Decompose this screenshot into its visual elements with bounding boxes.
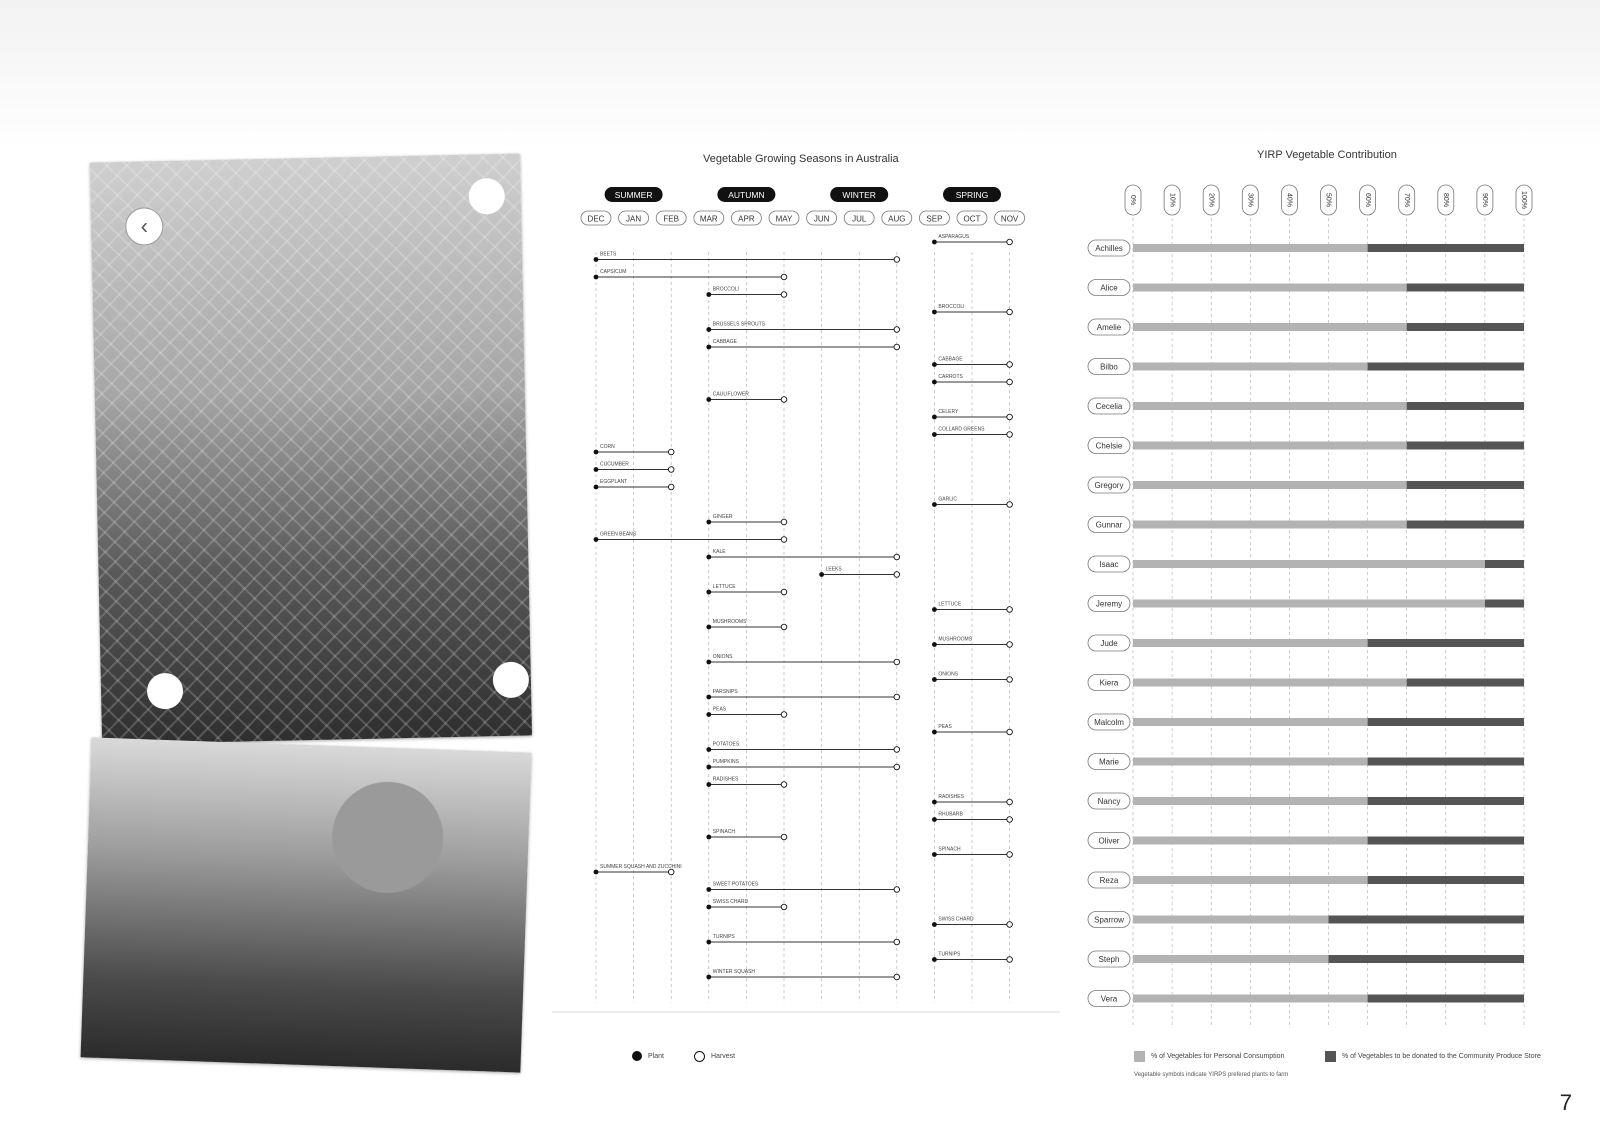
vegetable-label: CORN (600, 444, 615, 450)
vegetable-label: BRUSSELS SPROUTS (712, 321, 766, 328)
bar-personal (1133, 244, 1368, 252)
name-label: Jeremy (1095, 599, 1123, 609)
vegetable-label: SWISS CHARD (712, 899, 749, 905)
vegetable-label: BROCCOLI (938, 304, 965, 310)
tick-label: 60% (1363, 192, 1371, 208)
vegetable-label: SPINACH (938, 846, 961, 853)
bar-donated (1368, 244, 1524, 252)
bar-personal (1133, 679, 1407, 687)
season-label: SUMMER (614, 190, 653, 200)
vegetable-label: SUMMER SQUASH AND ZUCCHINI (600, 864, 682, 870)
vegetable-label: GINGER (712, 514, 733, 520)
season-label: WINTER (842, 190, 876, 200)
vegetable-label: RHUBARB (938, 811, 963, 818)
bar-personal (1133, 481, 1407, 489)
vegetable-label: SWISS CHARD (938, 916, 974, 923)
season-label: SPRING (955, 190, 989, 200)
bar-personal (1133, 718, 1368, 726)
tick-label: 40% (1285, 192, 1293, 208)
name-label: Alice (1100, 283, 1118, 293)
name-label: Jude (1100, 639, 1118, 648)
name-label: Kiera (1099, 678, 1119, 688)
legend-donated-label: % of Vegetables to be donated to the Community Produce Store (1342, 1053, 1541, 1060)
vegetable-label: MUSHROOMS (712, 619, 747, 625)
bar-donated (1368, 876, 1524, 884)
tick-label: 0% (1129, 194, 1137, 206)
name-label: Nancy (1097, 797, 1121, 806)
vegetable-label: GREEN BEANS (600, 531, 637, 538)
vegetable-label: COLLARD GREENS (938, 426, 985, 433)
vegetable-label: BROCCOLI (712, 286, 739, 293)
bar-personal (1133, 442, 1407, 450)
month-label: JUL (852, 214, 867, 224)
month-label: JUN (813, 214, 830, 224)
tick-label: 20% (1207, 192, 1215, 208)
bar-personal (1133, 363, 1368, 371)
month-label: DEC (587, 214, 605, 224)
vegetable-label: MUSHROOMS (938, 636, 973, 643)
plant-marker-icon (632, 1051, 642, 1061)
vegetable-label: ONIONS (712, 654, 733, 660)
name-label: Sparrow (1094, 915, 1124, 925)
legend-plant-label: Plant (648, 1052, 664, 1060)
bar-personal (1133, 758, 1368, 766)
vegetable-label: GARLIC (938, 496, 958, 503)
vegetable-label: ONIONS (938, 671, 959, 678)
vegetable-label: SWEET POTATOES (712, 881, 759, 888)
bar-personal (1133, 323, 1407, 331)
month-label: SEP (926, 214, 943, 224)
month-label: AUG (888, 214, 906, 224)
vegetable-label: RADISHES (938, 794, 964, 800)
bar-personal (1133, 916, 1329, 924)
bar-donated (1329, 916, 1525, 924)
donated-swatch (1325, 1051, 1336, 1062)
tick-label: 50% (1324, 192, 1332, 208)
month-label: OCT (963, 214, 981, 224)
contribution-legend-donated (1325, 1051, 1541, 1062)
name-label: Marie (1098, 757, 1120, 767)
contribution-title: YIRP Vegetable Contribution (1257, 149, 1397, 161)
vegetable-label: CAPSICUM (600, 269, 627, 275)
bar-donated (1368, 797, 1524, 805)
tick-label: 10% (1168, 192, 1176, 208)
name-label: Steph (1098, 955, 1120, 964)
page-number: 7 (1559, 1090, 1572, 1115)
name-label: Malcolm (1094, 718, 1124, 727)
vegetable-label: ASPARAGUS (938, 234, 970, 240)
vegetable-label: LETTUCE (712, 584, 736, 590)
vegetable-label: BEETS (600, 251, 617, 258)
month-label: NOV (1000, 214, 1019, 224)
bar-donated (1368, 837, 1524, 845)
personal-swatch (1134, 1051, 1145, 1062)
vegetable-label: CUCUMBER (600, 461, 629, 468)
vegetable-label: RADISHES (712, 776, 739, 783)
contribution-note: Vegetable symbols indicate YIRPS prefered plants to farm (1134, 1072, 1289, 1078)
name-label: Amelie (1096, 323, 1122, 332)
bar-donated (1485, 560, 1524, 568)
bar-personal (1133, 797, 1368, 805)
name-label: Isaac (1099, 560, 1119, 569)
vegetable-label: PARSNIPS (712, 689, 738, 695)
name-label: Oliver (1098, 836, 1120, 846)
vegetable-label: PEAS (712, 706, 727, 713)
name-label: Vera (1100, 994, 1118, 1004)
name-label: Reza (1099, 876, 1119, 885)
vegetable-label: POTATOES (712, 741, 740, 748)
tick-label: 30% (1246, 192, 1254, 208)
vegetable-label: KALE (712, 549, 726, 555)
bar-personal (1133, 995, 1368, 1003)
bar-donated (1368, 718, 1524, 726)
bar-personal (1133, 284, 1407, 292)
season-legend-plant (632, 1051, 664, 1061)
bar-personal (1133, 837, 1368, 845)
vegetable-label: PUMPKINS (712, 759, 739, 765)
bar-personal (1133, 876, 1368, 884)
bar-donated (1329, 955, 1525, 963)
month-label: APR (738, 214, 755, 224)
chevron-left-icon: ‹ (140, 213, 149, 239)
bar-donated (1368, 363, 1524, 371)
name-label: Bilbo (1100, 362, 1118, 372)
name-label: Chelsie (1095, 441, 1123, 451)
name-label: Achilles (1095, 244, 1123, 253)
bar-donated (1485, 600, 1524, 608)
month-label: FEB (663, 214, 679, 224)
vegetable-label: CABBAGE (712, 339, 737, 345)
vegetable-label: SPINACH (712, 829, 736, 835)
bar-personal (1133, 521, 1407, 529)
bar-donated (1407, 679, 1524, 687)
bar-donated (1368, 995, 1524, 1003)
bar-donated (1407, 442, 1524, 450)
season-label: AUTUMN (728, 190, 765, 200)
bar-donated (1368, 639, 1524, 647)
harvest-marker-icon (694, 1051, 705, 1062)
bar-donated (1407, 481, 1524, 489)
vegetable-label: LEEKS (825, 566, 842, 573)
tick-label: 90% (1481, 192, 1489, 208)
vegetable-label: LETTUCE (938, 601, 962, 608)
vegetable-label: CELERY (938, 409, 959, 415)
tick-label: 100% (1520, 191, 1528, 209)
bar-personal (1133, 560, 1485, 568)
vegetable-label: CARROTS (938, 374, 963, 380)
bar-personal (1133, 955, 1329, 963)
bar-donated (1407, 284, 1524, 292)
vegetable-label: EGGPLANT (600, 479, 628, 485)
bar-personal (1133, 600, 1485, 608)
tick-label: 80% (1441, 192, 1449, 208)
month-label: MAR (699, 214, 718, 224)
legend-personal-label: % of Vegetables for Personal Consumption (1151, 1053, 1285, 1060)
name-label: Gunnar (1095, 520, 1123, 530)
bar-donated (1407, 402, 1524, 410)
bar-donated (1368, 758, 1524, 766)
vegetable-label: TURNIPS (712, 934, 735, 940)
bar-donated (1407, 323, 1524, 331)
vegetable-label: CAULIFLOWER (712, 391, 749, 398)
vegetable-label: TURNIPS (938, 951, 961, 958)
contribution-legend-personal (1134, 1051, 1284, 1062)
bar-donated (1407, 521, 1524, 529)
legend-harvest-label: Harvest (711, 1053, 736, 1060)
name-label: Gregory (1094, 481, 1124, 490)
vegetable-label: WINTER SQUASH (712, 969, 756, 975)
name-label: Cecelia (1095, 402, 1123, 411)
bar-personal (1133, 402, 1407, 410)
growing-seasons-title: Vegetable Growing Seasons in Australia (703, 153, 899, 165)
season-legend-harvest (694, 1051, 735, 1062)
month-label: JAN (626, 214, 642, 224)
vegetable-label: CABBAGE (938, 356, 963, 363)
tick-label: 70% (1402, 192, 1410, 208)
vegetable-label: PEAS (938, 724, 952, 730)
bar-personal (1133, 639, 1368, 647)
month-label: MAY (775, 214, 793, 224)
